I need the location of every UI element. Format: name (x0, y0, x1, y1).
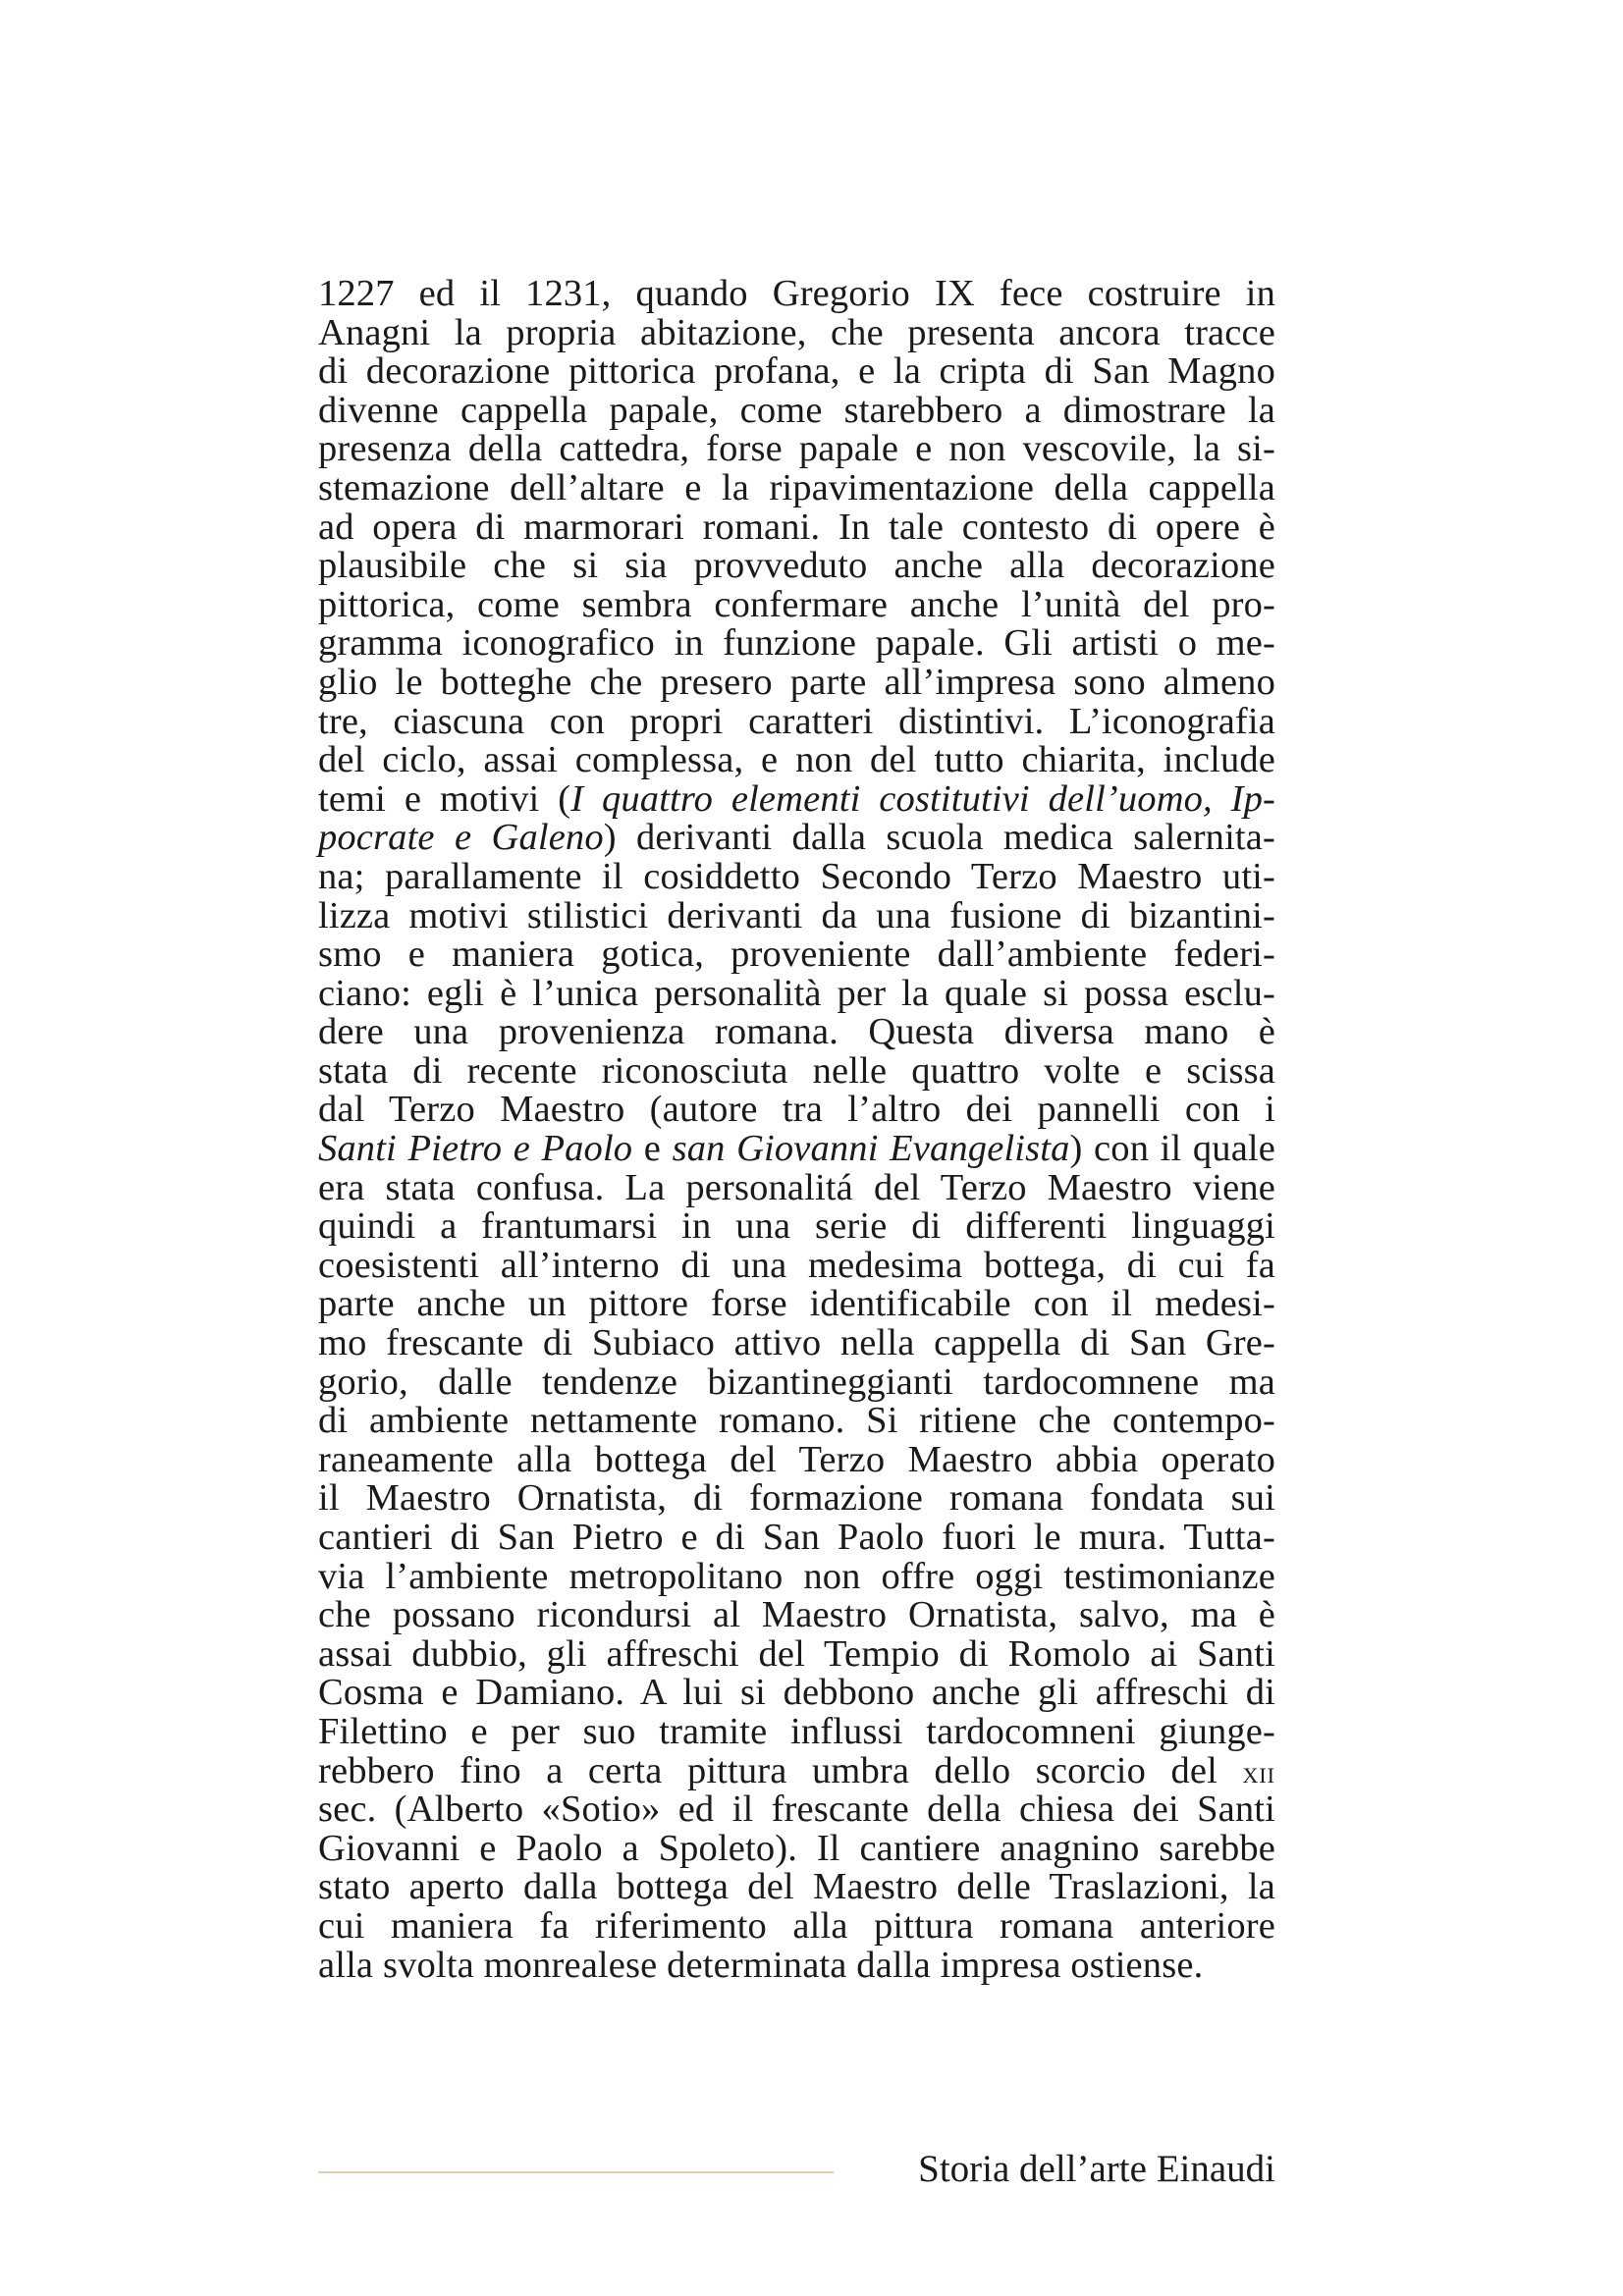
text-line (318, 624, 1275, 664)
text-run: sec. (Alberto «Sotio» ed il frescante della chiesa dei Santi (318, 1789, 1275, 1831)
text-line (318, 1285, 1275, 1324)
text-line (318, 1868, 1275, 1907)
text-run: glio le botteghe che presero parte all’impresa sono almeno (318, 661, 1275, 703)
text-line (318, 311, 1275, 353)
text-run: Anagni la propria abitazione, che presenta ancora tracce (318, 311, 1275, 353)
text-run: na; parallamente il cosiddetto Secondo Terzo Maestro uti- (318, 855, 1275, 897)
text-line (318, 547, 1275, 586)
text-line (318, 275, 1275, 314)
text-run: ) con il quale (1069, 1128, 1276, 1170)
footer-rule (318, 2171, 834, 2173)
text-run: stemazione dell’altare e la ripavimentazione della cappella (318, 466, 1275, 508)
text-run: plausibile che si sia provveduto anche alla decorazione (318, 545, 1275, 587)
text-line (318, 1091, 1275, 1130)
text-run: dal Terzo Maestro (autore tra l’altro dei pannelli con i (318, 1089, 1275, 1131)
text-run: 1227 ed il 1231, quando Gregorio IX fece costruire in (318, 273, 1275, 314)
text-line (318, 1244, 1275, 1286)
text-run: via l’ambiente metropolitano non offre oggi testimonianze (318, 1555, 1275, 1597)
text-line (318, 583, 1275, 625)
text-line (318, 1324, 1275, 1363)
text-run: assai dubbio, gli affreschi del Tempio di Romolo ai Santi (318, 1632, 1275, 1675)
text-run: che possano ricondursi al Maestro Ornatista, salvo, ma è (318, 1594, 1275, 1636)
text-run: Cosma e Damiano. A lui si debbono anche gli affreschi di (318, 1672, 1275, 1714)
text-line (318, 1596, 1275, 1635)
text-line (318, 935, 1275, 975)
page-footer (318, 2145, 1275, 2194)
text-line (318, 430, 1275, 469)
italic-title: I quattro elementi costitutivi dell’uomo, Ip- (570, 777, 1276, 820)
text-run: e (632, 1128, 673, 1170)
text-line (318, 1904, 1275, 1947)
text-line (318, 1438, 1275, 1480)
text-line (318, 855, 1275, 897)
text-run: di decorazione pittorica profana, e la cripta di San Magno (318, 350, 1275, 393)
text-run: rebbero fino a certa pittura umbra dello scorcio del (318, 1749, 1243, 1791)
text-run: stato aperto dalla bottega del Maestro delle Traslazioni, la (318, 1866, 1275, 1908)
text-line (318, 1632, 1275, 1675)
text-run: alla svolta monrealese determinata dalla impresa ostiense. (318, 1944, 1204, 1986)
text-line (318, 819, 1275, 858)
italic-title: Santi Pietro e Paolo (318, 1128, 633, 1170)
text-line (318, 1555, 1275, 1597)
text-line (318, 352, 1275, 392)
text-line (318, 1790, 1275, 1830)
text-run: raneamente alla bottega del Terzo Maestro abbia operato (318, 1438, 1275, 1480)
text-line (318, 1130, 1275, 1169)
text-line (318, 741, 1275, 780)
text-run: dere una provenienza romana. Questa diversa mano è (318, 1011, 1275, 1053)
text-run: tre, ciascuna con propri caratteri distintivi. L’iconografia (318, 700, 1275, 742)
text-line (318, 661, 1275, 703)
text-line (318, 1827, 1275, 1869)
text-run: mo frescante di Subiaco attivo nella cappella di San Gre- (318, 1322, 1275, 1364)
text-run: parte anche un pittore forse identificabile con il medesi- (318, 1283, 1275, 1325)
italic-title: pocrate e Galeno (318, 817, 604, 859)
text-line (318, 508, 1275, 548)
text-run: coesistenti all’interno di una medesima bottega, di cui fa (318, 1244, 1275, 1286)
text-line (318, 894, 1275, 936)
text-line (318, 1674, 1275, 1713)
text-run: del ciclo, assai complessa, e non del tutto chiarita, include (318, 739, 1275, 781)
text-line (318, 777, 1276, 820)
text-run: ciano: egli è l’unica personalità per la quale si possa esclu- (318, 972, 1275, 1014)
text-line (318, 466, 1275, 508)
text-line (318, 1519, 1275, 1558)
body-text (318, 275, 1275, 1985)
text-run: temi e motivi ( (318, 777, 571, 820)
italic-title: san Giovanni Evangelista (672, 1128, 1070, 1170)
text-run: il Maestro Ornatista, di formazione romana fondata sui (318, 1477, 1275, 1520)
text-line (318, 1013, 1275, 1052)
text-run: pittorica, come sembra confermare anche l’unità del pro- (318, 583, 1275, 625)
text-line (318, 1944, 1275, 1986)
text-run: quindi a frantumarsi in una serie di differenti linguaggi (318, 1205, 1275, 1248)
text-run: Filettino e per suo tramite influssi tardocomneni giunge- (318, 1710, 1275, 1752)
text-line (318, 1207, 1275, 1247)
text-run: smo e maniera gotica, proveniente dall’ambiente federi- (318, 934, 1275, 976)
text-run: stata di recente riconosciuta nelle quattro volte e scissa (318, 1049, 1275, 1092)
text-run: di ambiente nettamente romano. Si ritiene che contempo- (318, 1400, 1275, 1442)
text-line (318, 1166, 1275, 1208)
text-line (318, 972, 1275, 1014)
text-line (318, 1402, 1275, 1441)
text-run: cui maniera fa riferimento alla pittura romana anteriore (318, 1904, 1275, 1947)
text-run: cantieri di San Pietro e di San Paolo fuori le mura. Tutta- (318, 1517, 1275, 1558)
text-run: presenza della cattedra, forse papale e non vescovile, la si- (318, 428, 1275, 470)
text-run: gorio, dalle tendenze bizantineggianti tardocomnene ma (318, 1361, 1275, 1403)
text-line (318, 1749, 1275, 1791)
text-line (318, 389, 1275, 431)
text-run: divenne cappella papale, come starebbero a dimostrare la (318, 389, 1275, 431)
text-line (318, 1049, 1275, 1092)
text-line (318, 1363, 1275, 1403)
text-run: gramma iconografico in funzione papale. Gli artisti o me- (318, 622, 1275, 665)
text-run: ) derivanti dalla scuola medica salernita- (603, 817, 1275, 859)
text-run: lizza motivi stilistici derivanti da una fusione di bizantini- (318, 894, 1275, 936)
text-line (318, 700, 1275, 742)
text-line (318, 1479, 1275, 1519)
text-run: era stata confusa. La personalitá del Terzo Maestro viene (318, 1166, 1275, 1208)
roman-numeral: xii (1242, 1754, 1275, 1789)
text-line (318, 1710, 1275, 1752)
footer-title: Storia dell’arte Einaudi (918, 2148, 1275, 2190)
text-run: ad opera di marmorari romani. In tale contesto di opere è (318, 506, 1275, 548)
text-run: Giovanni e Paolo a Spoleto). Il cantiere anagnino sarebbe (318, 1827, 1275, 1869)
